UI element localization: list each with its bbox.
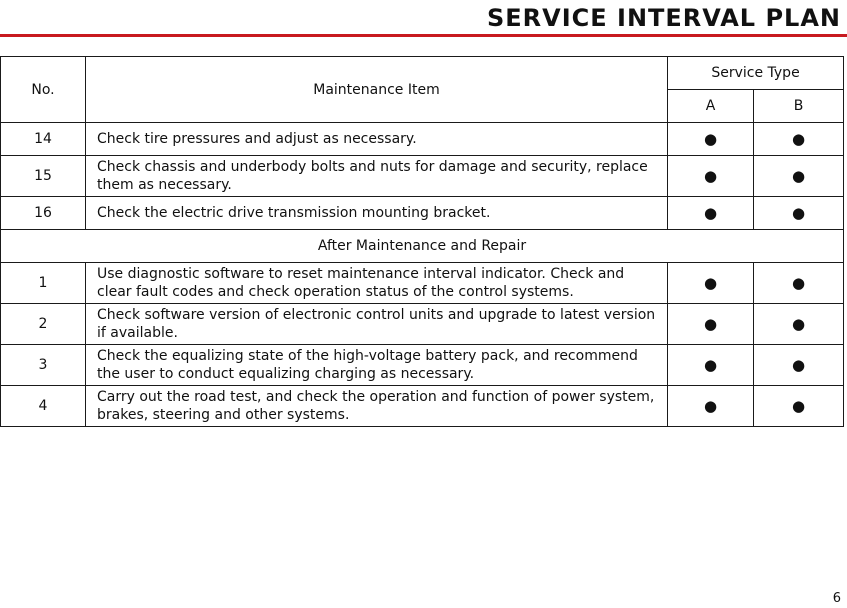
table-row [1, 156, 844, 197]
service-b-bullet-icon: ● [754, 156, 844, 197]
service-b-bullet-icon: ● [754, 263, 844, 304]
service-b-bullet-icon: ● [754, 345, 844, 386]
column-header-service-type: Service Type [668, 57, 844, 90]
service-a-bullet-icon: ● [668, 386, 754, 427]
row-number: 14 [1, 123, 86, 156]
column-header-type-a: A [668, 90, 754, 123]
row-number: 1 [1, 263, 86, 304]
column-header-maintenance-item: Maintenance Item [86, 57, 668, 123]
service-a-bullet-icon: ● [668, 123, 754, 156]
service-a-bullet-icon: ● [668, 304, 754, 345]
section-title-after-maintenance: After Maintenance and Repair [1, 230, 844, 263]
row-number: 2 [1, 304, 86, 345]
title-divider [0, 34, 847, 37]
service-a-bullet-icon: ● [668, 197, 754, 230]
table-header-row [1, 57, 844, 90]
column-header-type-b: B [754, 90, 844, 123]
maintenance-item-text: Carry out the road test, and check the operation and function of power system, brakes, steering and other systems. [86, 386, 668, 427]
service-b-bullet-icon: ● [754, 304, 844, 345]
service-a-bullet-icon: ● [668, 345, 754, 386]
table-row [1, 386, 844, 427]
section-row [1, 230, 844, 263]
page-number: 6 [832, 591, 841, 606]
maintenance-item-text: Check tire pressures and adjust as necessary. [86, 123, 668, 156]
maintenance-item-text: Check the electric drive transmission mounting bracket. [86, 197, 668, 230]
maintenance-item-text: Check software version of electronic control units and upgrade to latest version if available. [86, 304, 668, 345]
row-number: 15 [1, 156, 86, 197]
column-header-no: No. [1, 57, 86, 123]
service-b-bullet-icon: ● [754, 123, 844, 156]
row-number: 4 [1, 386, 86, 427]
page-title: SERVICE INTERVAL PLAN [487, 4, 841, 32]
maintenance-item-text: Use diagnostic software to reset maintenance interval indicator. Check and clear fault codes and check operation status of the control systems. [86, 263, 668, 304]
table-row [1, 263, 844, 304]
maintenance-item-text: Check chassis and underbody bolts and nuts for damage and security, replace them as necessary. [86, 156, 668, 197]
table-row [1, 345, 844, 386]
maintenance-item-text: Check the equalizing state of the high-voltage battery pack, and recommend the user to conduct equalizing charging as necessary. [86, 345, 668, 386]
table-row [1, 304, 844, 345]
row-number: 3 [1, 345, 86, 386]
service-a-bullet-icon: ● [668, 263, 754, 304]
row-number: 16 [1, 197, 86, 230]
service-interval-table [0, 56, 844, 427]
service-b-bullet-icon: ● [754, 386, 844, 427]
table-row [1, 197, 844, 230]
service-a-bullet-icon: ● [668, 156, 754, 197]
service-b-bullet-icon: ● [754, 197, 844, 230]
table-row [1, 123, 844, 156]
